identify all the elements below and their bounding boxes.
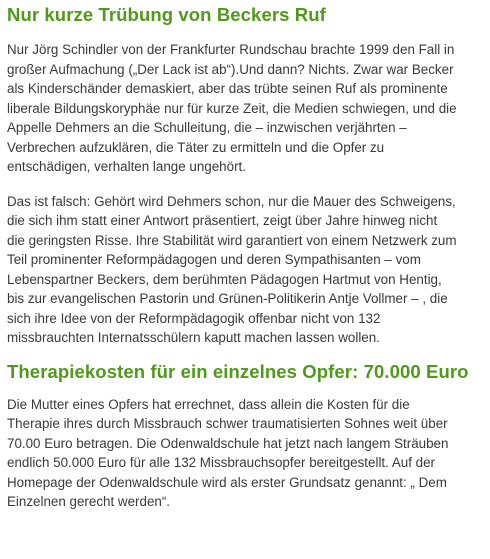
text-line: Therapie ihres durch Missbrauch schwer traumatisierten Sohnes weit über [7,416,448,431]
text-line: Nur Jörg Schindler von der Frankfurter Rundschau brachte 1999 den Fall in [7,42,455,57]
text-line: endlich 50.000 Euro für alle 132 Missbrauchsopfer bereitgestellt. Auf der [7,455,436,470]
section-heading-therapiekosten: Therapiekosten für ein einzelnes Opfer: 70.000 Euro [7,360,469,382]
text-line: entschädigen, verhalten lange ungehört. [7,159,246,174]
text-line: die sich ihm statt einer Antwort präsentiert, zeigt über Jahre hinweg nicht [7,213,438,228]
text-line: Teil prominenter Reformpädagogen und deren Sympathisanten – vom [7,252,421,267]
text-line: Das ist falsch: Gehört wird Dehmers schon, nur die Mauer des Schweigens, [7,193,456,209]
text-line: Lebenspartner Beckers, dem berühmten Pädagogen Hartmut von Hentig, [7,271,442,287]
section-heading-trubung: Nur kurze Trübung von Beckers Ruf [7,4,326,25]
text-line: Einzelnen gerecht werden“. [7,494,171,509]
text-line: 70.00 Euro betragen. Die Odenwaldschule hat jetzt nach langem Sträuben [7,435,449,451]
text-line: Die Mutter eines Opfers hat errechnet, dass allein die Kosten für die [7,396,410,412]
text-line: bis zur evangelischen Pastorin und Grünen-Politikerin Antje Vollmer – , die [7,291,448,306]
text-line: liberale Bildungskoryphäe nur für kurze Zeit, die Medien schwiegen, und die [7,100,457,116]
paragraph-therapiekosten [7,395,485,512]
text-line: missbrauchten Internatsschülern kaputt machen lassen wollen. [7,330,380,345]
paragraph-schindler [7,40,485,177]
text-line: die geringsten Risse. Ihre Stabilität wird garantiert von einem Netzwerk zum [7,232,457,248]
text-line: Verbrechen aufzuklären, die Täter zu ermitteln und die Opfer zu [7,139,385,155]
text-line: Homepage der Odenwaldschule wird als erster Grundsatz genannt: „ Dem [7,474,447,490]
text-line: als Kinderschänder demaskiert, aber das trübte seinen Ruf als prominente [7,81,448,96]
paragraph-mauer-des-schweigens [7,192,485,348]
text-line: sich ihre Idee von der Reformpädagogik offenbar nicht von 132 [7,310,381,326]
article [7,0,485,512]
text-line: Appelle Dehmers an die Schulleitung, die – inzwischen verjährten – [7,120,407,135]
text-line: großer Aufmachung („Der Lack ist ab“).Und dann? Nichts. Zwar war Becker [7,61,454,77]
